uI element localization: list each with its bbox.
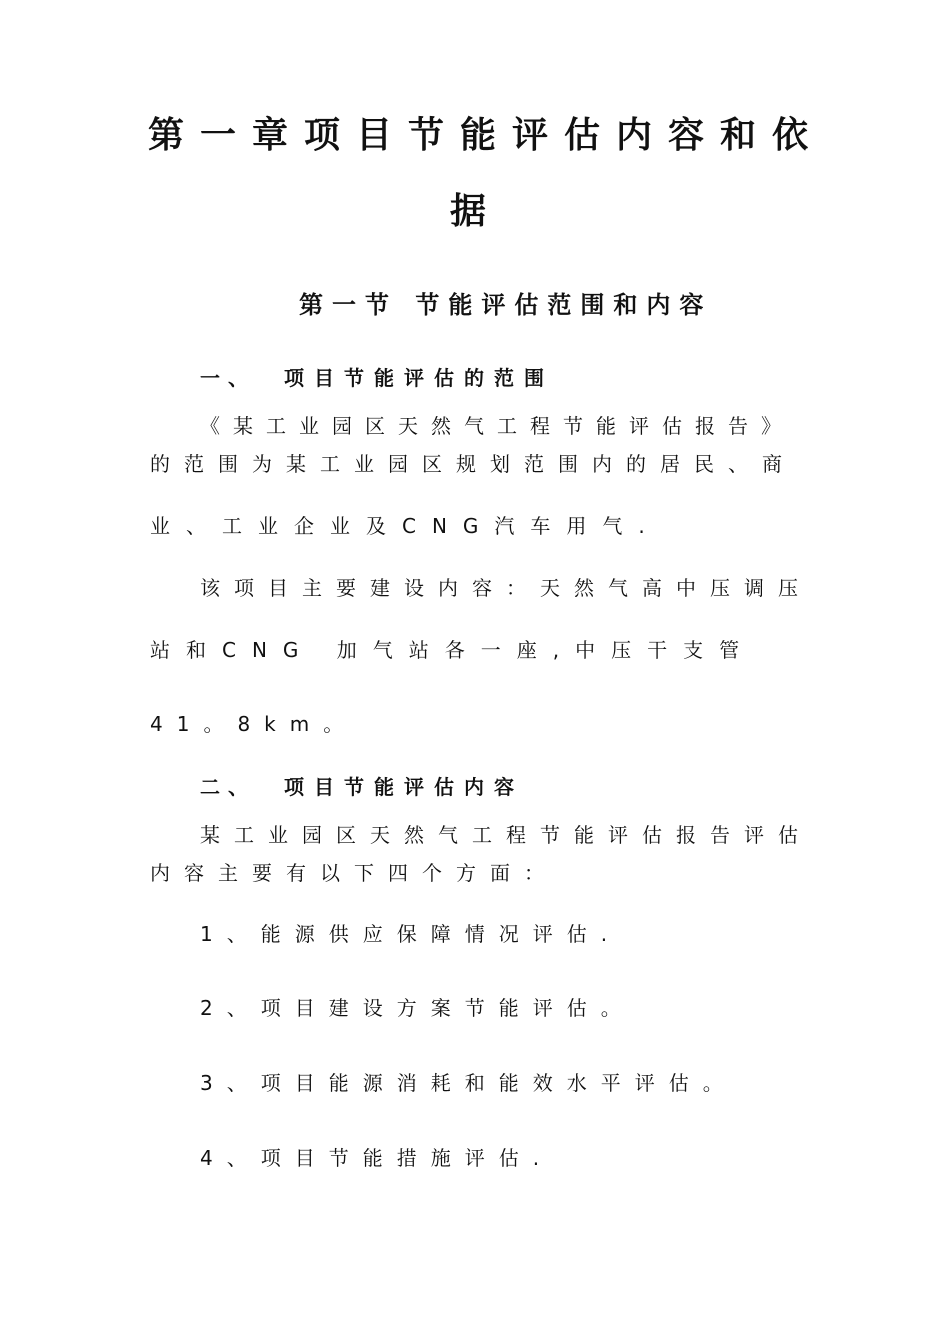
list-item: 1、能源供应保障情况评估. (200, 922, 622, 946)
subsection-heading-2 (200, 777, 524, 797)
list-item: 3、项目能源消耗和能效水平评估。 (200, 1071, 737, 1095)
paragraph-line: 《某工业园区天然气工程节能评估报告》 (200, 414, 794, 438)
subsection-number: 二、 (200, 775, 256, 799)
subsection-heading-text: 项目节能评估的范围 (284, 366, 554, 390)
subsection-number: 一、 (200, 366, 256, 390)
subsection-heading-1 (200, 368, 554, 388)
subsection-heading-text: 项目节能评估内容 (284, 775, 524, 799)
section-title: 第一节 节能评估范围和内容 (299, 291, 713, 319)
list-item: 2、项目建设方案节能评估。 (200, 996, 635, 1020)
paragraph-line: 站和CNG 加气站各一座,中压干支管 (150, 638, 756, 662)
chapter-title-continued: 据 (450, 191, 487, 232)
paragraph-line: 的范围为某工业园区规划范围内的居民、商 (150, 452, 796, 476)
paragraph-line: 41。8km。 (150, 712, 358, 736)
paragraph-line: 内容主要有以下四个方面： (150, 861, 558, 885)
paragraph-line: 业、工业企业及CNG汽车用气. (150, 514, 661, 538)
paragraph-line: 某工业园区天然气工程节能评估报告评估 (200, 823, 812, 847)
paragraph-line: 该项目主要建设内容：天然气高中压调压 (200, 576, 812, 600)
chapter-title: 第一章项目节能评估内容和依 (148, 115, 825, 156)
list-item: 4、项目节能措施评估. (200, 1146, 554, 1170)
